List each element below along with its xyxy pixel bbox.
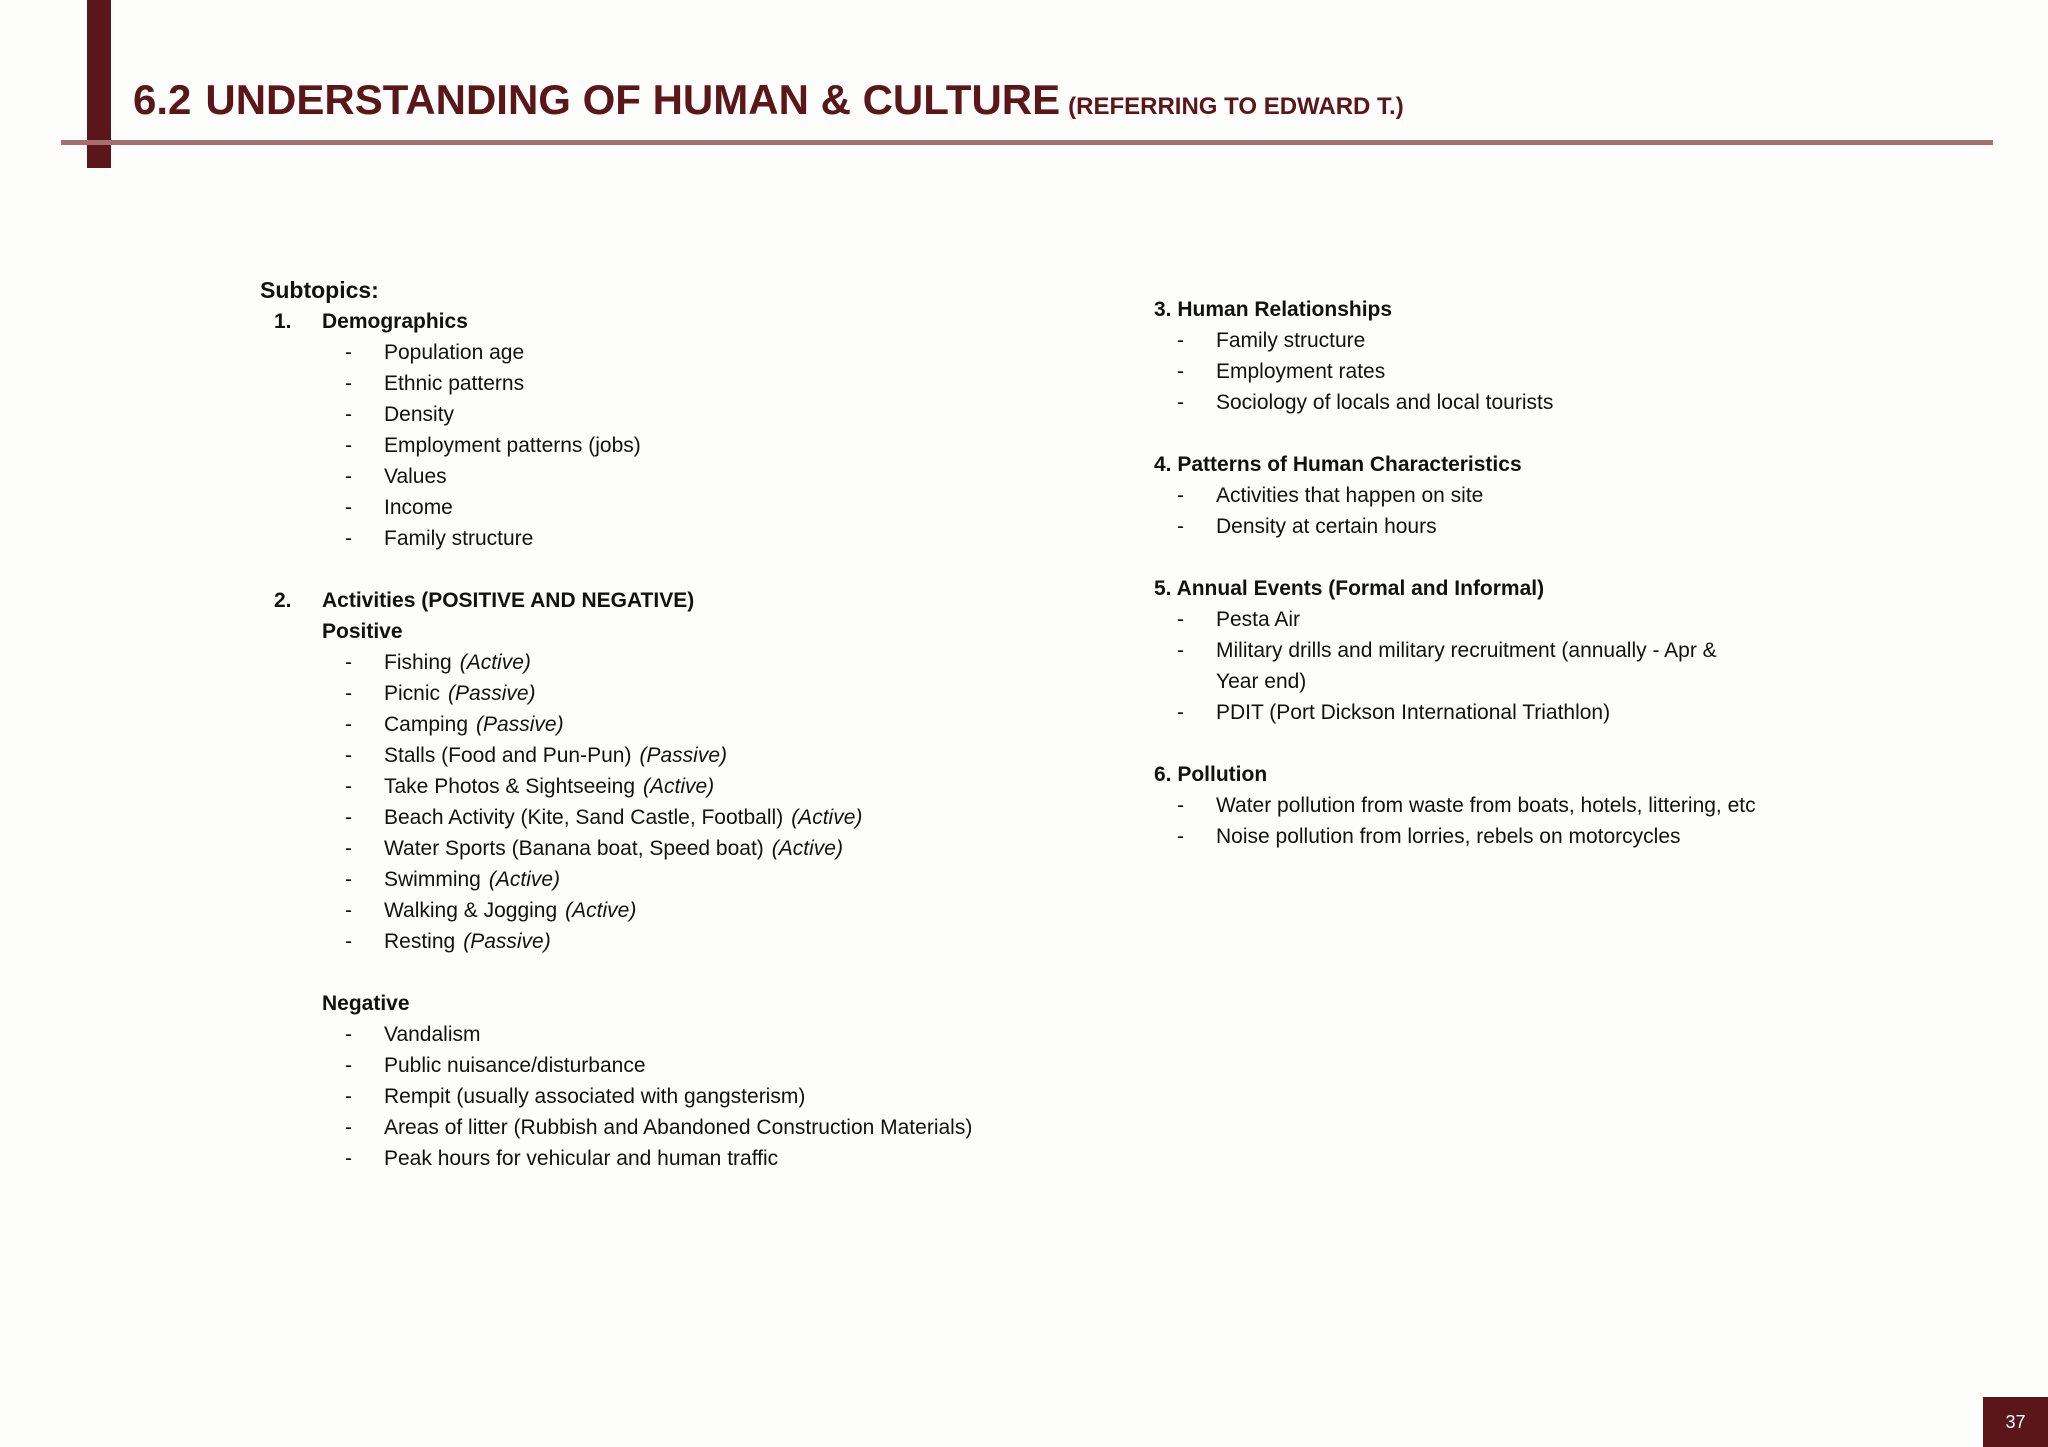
list-item: - Sociology of locals and local tourists [1154,387,1854,418]
list-item [260,864,1060,895]
list-item: - Density [260,399,1060,430]
list-item: - Family structure [1154,325,1854,356]
list-item: - Pesta Air [1154,604,1854,635]
list-item [260,926,1060,957]
list-item [260,833,1060,864]
activity-text: Resting [384,930,456,953]
activity-type: (Active) [643,775,715,798]
list-item [260,895,1060,926]
section-number: 6.2 [133,76,192,123]
list-item: - Employment rates [1154,356,1854,387]
list-item [260,678,1060,709]
list-item: - Ethnic patterns [260,368,1060,399]
list-item [260,802,1060,833]
demographics-list [260,337,1060,554]
events-list [1154,604,1854,728]
activity-type: (Passive) [639,744,727,767]
right-column [1154,294,1854,852]
relationships-list [1154,325,1854,418]
list-item: - Rempit (usually associated with gangsterism) [260,1081,1060,1112]
list-item: - Areas of litter (Rubbish and Abandoned Construction Materials) [260,1112,1060,1143]
list-item [260,771,1060,802]
list-item [260,740,1060,771]
activity-type: (Active) [791,806,863,829]
activity-text: Walking & Jogging [384,899,558,922]
list-item: - Military drills and military recruitment (annually - Apr & Year end) [1154,635,1756,697]
activity-type: (Active) [459,651,531,674]
list-item [260,647,1060,678]
activity-text: Fishing [384,651,452,674]
section-subtitle: (REFERRING TO EDWARD T.) [1068,93,1404,120]
section-number: 2. [274,589,292,612]
section-title: Activities (POSITIVE AND NEGATIVE) [322,589,695,612]
section-title: Demographics [322,310,468,333]
page-number: 37 [1983,1397,2048,1447]
list-item: - Family structure [260,523,1060,554]
negative-label: Negative [322,992,410,1015]
list-item: - Values [260,461,1060,492]
section-patterns-heading: 4. Patterns of Human Characteristics [1154,453,1522,476]
activity-type: (Active) [488,868,561,891]
activity-type: (Active) [565,899,637,922]
list-item: - Employment patterns (jobs) [260,430,1060,461]
left-column [260,274,1060,1174]
positive-label: Positive [322,620,403,643]
pollution-list [1154,790,1854,852]
activity-text: Beach Activity (Kite, Sand Castle, Football) [384,806,784,829]
subtopics-label: Subtopics: [260,277,379,303]
negative-activities-list [260,1019,1060,1174]
activity-text: Water Sports (Banana boat, Speed boat) [384,837,764,860]
section-title: UNDERSTANDING OF HUMAN & CULTURE [205,76,1061,123]
activity-type: (Active) [771,837,843,860]
section-activities-heading [260,585,1060,616]
section-number: 1. [274,310,292,333]
activity-text: Picnic [384,682,441,705]
list-item: - Activities that happen on site [1154,480,1854,511]
list-item: - Noise pollution from lorries, rebels on motorcycles [1154,821,1854,852]
page-title [133,76,1404,124]
activity-text: Camping [384,713,469,736]
activity-type: (Passive) [448,682,536,705]
section-demographics-heading [260,306,1060,337]
list-item: - Peak hours for vehicular and human traffic [260,1143,1060,1174]
list-item [260,709,1060,740]
activity-text: Swimming [384,868,481,891]
header-divider [61,140,1993,145]
list-item: - Vandalism [260,1019,1060,1050]
list-item: - Water pollution from waste from boats, hotels, littering, etc [1154,790,1854,821]
activity-text: Take Photos & Sightseeing [384,775,635,798]
patterns-list [1154,480,1854,542]
activity-text: Stalls (Food and Pun-Pun) [384,744,632,767]
list-item: - PDIT (Port Dickson International Triathlon) [1154,697,1854,728]
list-item: - Population age [260,337,1060,368]
section-relationships-heading: 3. Human Relationships [1154,298,1393,321]
activity-type: (Passive) [463,930,551,953]
list-item: - Public nuisance/disturbance [260,1050,1060,1081]
section-pollution-heading: 6. Pollution [1154,763,1268,786]
list-item: - Density at certain hours [1154,511,1854,542]
section-events-heading: 5. Annual Events (Formal and Informal) [1154,577,1545,600]
activity-type: (Passive) [476,713,564,736]
positive-activities-list [260,647,1060,957]
list-item: - Income [260,492,1060,523]
